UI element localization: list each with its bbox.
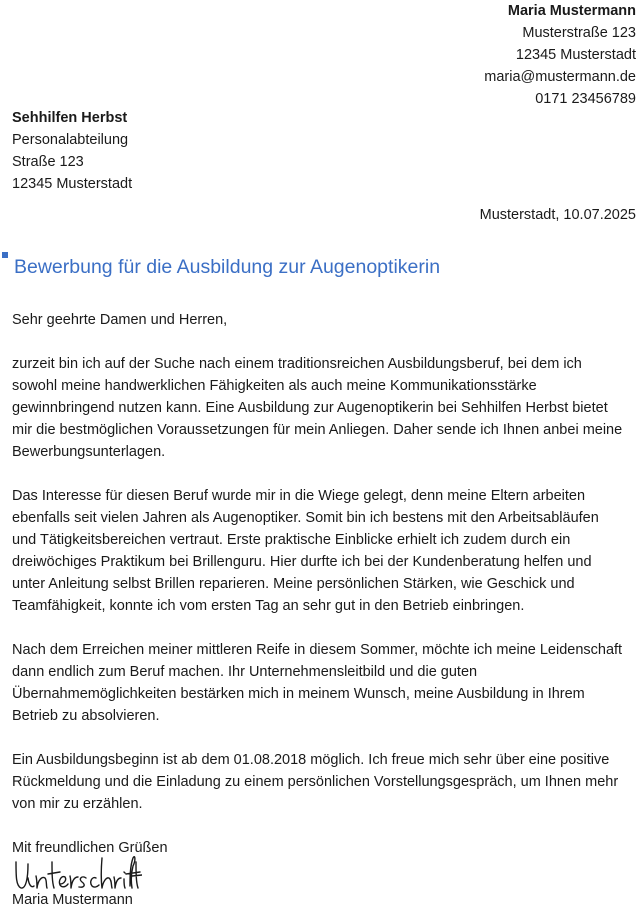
text-line: Rückmeldung und die Einladung zu einem persönlichen Vorstellungsgespräch, um Ihnen mehr bbox=[12, 774, 619, 790]
text-line: dreiwöchiges Praktikum bei Brillenguru. Hier durfte ich bei der Kundenberatung helfen und bbox=[12, 554, 592, 570]
text-line: ebenfalls seit vielen Jahren als Augenoptiker. Somit bin ich bestens mit den Arbeitsabläufen bbox=[12, 510, 599, 526]
text-line: Betrieb zu absolvieren. bbox=[12, 708, 160, 724]
text-line: und Tätigkeitsbereichen vertraut. Erste praktische Einblicke erhielt ich zudem durch ein bbox=[12, 532, 571, 548]
sender-phone: 0171 23456789 bbox=[535, 91, 636, 107]
sender-email: maria@mustermann.de bbox=[484, 69, 636, 85]
recipient-address bbox=[12, 107, 132, 195]
text-line: gewinnbringend nutzen kann. Eine Ausbildung zur Augenoptikerin bei Sehhilfen Herbst bietet bbox=[12, 400, 608, 416]
paragraph-4 bbox=[12, 749, 632, 815]
text-line: Teamfähigkeit, konnte ich vom ersten Tag an sehr gut in den Betrieb einbringen. bbox=[12, 598, 525, 614]
paragraph-1 bbox=[12, 353, 632, 463]
paragraph-2 bbox=[12, 485, 632, 617]
date-line: Musterstadt, 10.07.2025 bbox=[479, 207, 636, 223]
salutation: Sehr geehrte Damen und Herren, bbox=[12, 312, 228, 328]
subject-heading: Bewerbung für die Ausbildung zur Augenoptikerin bbox=[14, 256, 441, 278]
sender-address bbox=[484, 0, 636, 110]
recipient-street: Straße 123 bbox=[12, 154, 84, 170]
recipient-department: Personalabteilung bbox=[12, 132, 129, 148]
text-line: Ein Ausbildungsbeginn ist ab dem 01.08.2018 möglich. Ich freue mich sehr über eine positive bbox=[12, 752, 610, 768]
text-line: zurzeit bin ich auf der Suche nach einem traditionsreichen Ausbildungsberuf, bei dem ich bbox=[12, 356, 582, 372]
sender-name: Maria Mustermann bbox=[507, 3, 636, 19]
signer-name: Maria Mustermann bbox=[12, 892, 133, 908]
letter-body bbox=[12, 309, 632, 881]
text-line: mir die bestmöglichen Voraussetzungen für mein Anliegen. Daher sende ich Ihnen anbei meine bbox=[12, 422, 623, 438]
text-line: von mir zu erzählen. bbox=[12, 796, 143, 812]
closing: Mit freundlichen Grüßen bbox=[12, 840, 168, 856]
paragraph-3 bbox=[12, 639, 632, 727]
sender-city: 12345 Musterstadt bbox=[515, 47, 636, 63]
text-line: Das Interesse für diesen Beruf wurde mir in die Wiege gelegt, denn meine Eltern arbeiten bbox=[12, 488, 586, 504]
text-line: unter Anleitung selbst Brillen reparieren. Meine persönlichen Stärken, wie Geschick und bbox=[12, 576, 575, 592]
recipient-company: Sehhilfen Herbst bbox=[12, 110, 128, 126]
text-line: dann endlich zum Beruf machen. Ihr Unternehmensleitbild und die guten bbox=[12, 664, 478, 680]
text-line: Nach dem Erreichen meiner mittleren Reife in diesem Sommer, möchte ich meine Leidenschaft bbox=[12, 642, 623, 658]
sender-street: Musterstraße 123 bbox=[522, 25, 636, 41]
text-line: sowohl meine handwerklichen Fähigkeiten als auch meine Kommunikationsstärke bbox=[12, 378, 537, 394]
text-line: Übernahmemöglichkeiten bestärken mich in meinem Wunsch, meine Ausbildung in Ihrem bbox=[12, 686, 585, 702]
text-line: Bewerbungsunterlagen. bbox=[12, 444, 166, 460]
recipient-city: 12345 Musterstadt bbox=[12, 176, 133, 192]
subject-marker bbox=[2, 252, 8, 258]
